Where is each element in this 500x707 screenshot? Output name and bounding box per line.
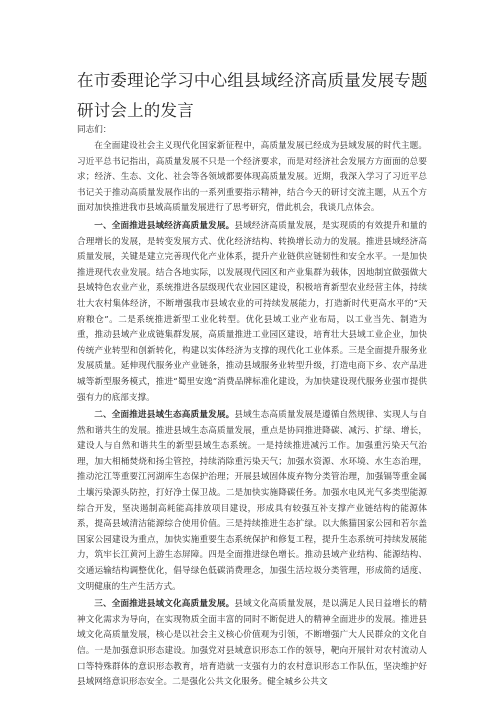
paragraph-text: 县域经济高质量发展，是实现质的有效提升和量的合理增长的发展，是转变发展方式、优化经济结构、转换增长动力的发展。推进县域经济高质量发展，关键是建立完善现代化产业体系，提升产业链供应链韧性和安全水平。一是加快推进现代农业发展。结合各地实际，以发展现代园区和产业集群为载体，因地制宜做强做大县域特色农业产业，系统推进各层级现代农业园区建设，积极培育新型农业经营主体，持续壮大农村集体经济，不断增强我市县域农业的可持续发展能力，打造新时代更高水平的“天府粮仓”。二是系统推进新型工业化转型。优化县域工业产业布局，以工业当先、制造为重，推动县域产业成链集群发展，高质量推进工业园区建设，培育壮大县域工业企业，加快传统产业转型和创新转化，构建以实体经济为支撑的现代化工业体系。三是全面提升服务业发展质量。延伸现代服务业产业链条，推动县域服务业转型升级，打造电商下乡、农产品进城等新型服务模式，推进“蜀里安逸”消费品牌标准化建设，为加快建设现代服务业强市提供强有力的底部支撑。	[77, 220, 427, 403]
paragraph-ecology	[77, 408, 427, 595]
paragraph-intro	[77, 139, 427, 217]
document-body	[77, 139, 427, 693]
document-title: 在市委理论学习中心组县域经济高质量发展专题研讨会上的发言	[77, 71, 428, 120]
paragraph-heading: 一、全面推进县域经济高质量发展。	[94, 220, 235, 231]
paragraph-text: 在全面建设社会主义现代化国家新征程中，高质量发展已经成为县域发展的时代主题。习近平总书记指出，高质量发展不只是一个经济要求，而是对经济社会发展方方面面的总要求；经济、生态、文化、社会等各领域都要体现高质量发展。近期，我深入学习了习近平总书记关于推动高质量发展作出的一系列重要指示精神，结合今天的研讨交流主题，从五个方面对加快推进我市县域高质量发展进行了思考研究，借此机会，我谈几点体会。	[77, 141, 427, 214]
paragraph-text: 县域生态高质量发展是遵循自然规律、实现人与自然和谐共生的发展。推进县域生态高质量发展，重点是协同推进降碳、减污、扩绿、增长，建设人与自然和谐共生的新型县域生态系统。一是持续推进减污工作。加强重污染天气治理，加大相桶焚烧和扬尘管控，持续消除重污染天气；加强水资源、水环境、水生态治理，推动沱江等重要江河湖库生态保护治理；开展县域固体废弃物分类管治理，加强镉等重金属土壤污染源头防控，打好净土保卫战。二是加快实施降碳任务。加强水电风光气多类型能源综合开发，坚决遏制高耗能高排放项目建设，形成具有较强互补支撑产业链结构的能源体系，提高县域清洁能源综合使用价值。三是持续推进生态扩绿。以大熊猫国家公园和若尔盖国家公园建设为重点，加快实施重要生态系统保护和修复工程，提升生态系统可持续发展能力，筑牢长江黄河上游生态屏障。四是全面推进绿色增长。推动县域产业结构、能源结构、交通运输结构调整优化，倡导绿色低碳消费理念，加强生活垃圾分类管理，形成简约适度、文明健康的生产生活方式。	[77, 410, 427, 592]
paragraph-text: 县域文化高质量发展，是以满足人民日益增长的精神文化需求为导向，在实现物质全面丰富的同时不断促进人的精神全面进步的发展。推进县域文化高质量发展，核心是以社会主义核心价值观为引领，不断增强广大人民群众的文化自信。一是加强意识形态建设。加强党对县域意识形态工作的领导，靶向开展针对农村流动人口等特殊群体的意识形态教育，培育造就一支强有力的农村意识形态工作队伍，坚决维护好县域网络意识形态安全。二是强化公共文化服务。健全城乡公共文	[77, 599, 427, 688]
paragraph-economy	[77, 219, 427, 406]
salutation: 同志们：	[77, 125, 112, 135]
paragraph-heading: 三、全面推进县域文化高质量发展。	[94, 599, 235, 610]
paragraph-culture	[77, 597, 427, 691]
paragraph-heading: 二、全面推进县域生态高质量发展。	[94, 410, 235, 421]
